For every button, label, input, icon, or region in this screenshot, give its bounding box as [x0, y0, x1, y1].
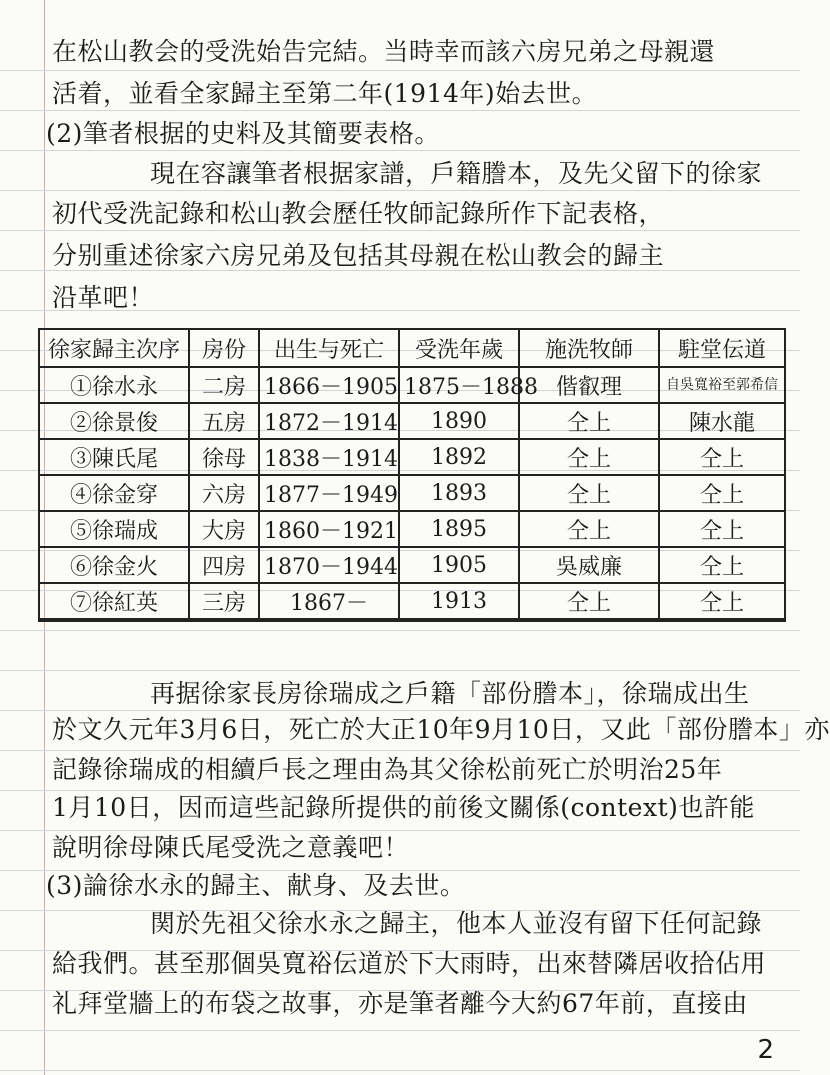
cell-baptism: 1895 — [399, 511, 519, 547]
ruled-line — [0, 670, 800, 671]
cell-name: ⑥徐金火 — [39, 547, 189, 583]
text-line: 活着，並看全家歸主至第二年(1914年)始去世。 — [52, 79, 598, 108]
records-table — [38, 328, 786, 622]
cell-preacher: 仝上 — [659, 475, 785, 511]
text-line: 礼拜堂牆上的布袋之故事，亦是筆者離今大約67年前，直接由 — [52, 989, 748, 1018]
text-line: 関於先祖父徐水永之歸主，他本人並沒有留下任何記錄 — [150, 909, 763, 938]
header-preacher: 駐堂伝道 — [659, 329, 785, 367]
ruled-line — [0, 1070, 800, 1071]
cell-house: 五房 — [189, 403, 259, 439]
cell-life: 1860－1921 — [259, 511, 399, 547]
text-line: 初代受洗記錄和松山教会歷任牧師記錄所作下記表格， — [52, 199, 665, 228]
ruled-line — [0, 630, 800, 631]
cell-house: 二房 — [189, 367, 259, 403]
cell-pastor: 仝上 — [519, 511, 659, 547]
cell-life: 1870－1944 — [259, 547, 399, 583]
cell-baptism: 1892 — [399, 439, 519, 475]
cell-life: 1867－ — [259, 583, 399, 620]
cell-name: ①徐水永 — [39, 367, 189, 403]
text-line: 說明徐母陳氏尾受洗之意義吧！ — [52, 833, 410, 862]
table-row — [39, 367, 785, 403]
cell-preacher: 仝上 — [659, 547, 785, 583]
cell-pastor: 仝上 — [519, 403, 659, 439]
cell-name: ⑦徐紅英 — [39, 583, 189, 620]
text-line: 再据徐家長房徐瑞成之戶籍「部份謄本」，徐瑞成出生 — [150, 679, 750, 708]
cell-pastor: 仝上 — [519, 583, 659, 620]
cell-house: 徐母 — [189, 439, 259, 475]
section-heading: (3)論徐水永的歸主、献身、及去世。 — [46, 871, 466, 900]
header-baptism: 受洗年歲 — [399, 329, 519, 367]
page-number: 2 — [757, 1035, 774, 1065]
cell-pastor: 仝上 — [519, 475, 659, 511]
cell-house: 六房 — [189, 475, 259, 511]
cell-house: 三房 — [189, 583, 259, 620]
cell-pastor: 偕叡理 — [519, 367, 659, 403]
section-heading: (2)筆者根据的史料及其簡要表格。 — [46, 119, 440, 148]
text-line: 現在容讓筆者根据家譜，戶籍謄本，及先父留下的徐家 — [150, 159, 763, 188]
header-order: 徐家歸主次序 — [39, 329, 189, 367]
cell-baptism: 1893 — [399, 475, 519, 511]
cell-pastor: 仝上 — [519, 439, 659, 475]
cell-name: ⑤徐瑞成 — [39, 511, 189, 547]
cell-house: 四房 — [189, 547, 259, 583]
cell-life: 1872－1914 — [259, 403, 399, 439]
cell-baptism: 1905 — [399, 547, 519, 583]
header-life: 出生与死亡 — [259, 329, 399, 367]
table-row — [39, 583, 785, 620]
cell-baptism: 1913 — [399, 583, 519, 620]
cell-name: ④徐金穿 — [39, 475, 189, 511]
text-line: 分别重述徐家六房兄弟及包括其母親在松山教会的歸主 — [52, 241, 665, 270]
ruled-line — [0, 1030, 800, 1031]
cell-life: 1866－1905 — [259, 367, 399, 403]
ruled-line — [0, 750, 800, 751]
header-pastor: 施洗牧師 — [519, 329, 659, 367]
cell-preacher: 仝上 — [659, 439, 785, 475]
cell-preacher: 仝上 — [659, 583, 785, 620]
text-line: 1月10日，因而這些記錄所提供的前後文關係(context)也許能 — [52, 793, 755, 822]
text-line: 給我們。甚至那個吳寬裕伝道於下大雨時，出來替隣居收拾佔用 — [52, 949, 767, 978]
table-row — [39, 439, 785, 475]
cell-baptism: 1875－1888 — [399, 367, 519, 403]
text-line: 在松山教会的受洗始告完結。当時幸而該六房兄弟之母親還 — [52, 37, 716, 66]
cell-preacher: 陳水龍 — [659, 403, 785, 439]
cell-house: 大房 — [189, 511, 259, 547]
text-line: 沿革吧！ — [52, 283, 155, 312]
table-row — [39, 475, 785, 511]
cell-name: ③陳氏尾 — [39, 439, 189, 475]
text-line: 於文久元年3月6日，死亡於大正10年9月10日，又此「部份謄本」亦 — [52, 715, 830, 744]
cell-life: 1838－1914 — [259, 439, 399, 475]
cell-preacher: 仝上 — [659, 511, 785, 547]
cell-preacher: 自吳寬裕至郭希信 — [659, 367, 785, 403]
table-row — [39, 511, 785, 547]
text-line: 記錄徐瑞成的相續戶長之理由為其父徐松前死亡於明治25年 — [52, 755, 723, 784]
cell-baptism: 1890 — [399, 403, 519, 439]
header-house: 房份 — [189, 329, 259, 367]
table-row — [39, 547, 785, 583]
table-header-row — [39, 329, 785, 367]
cell-name: ②徐景俊 — [39, 403, 189, 439]
cell-pastor: 吳威廉 — [519, 547, 659, 583]
table-row — [39, 403, 785, 439]
cell-life: 1877－1949 — [259, 475, 399, 511]
